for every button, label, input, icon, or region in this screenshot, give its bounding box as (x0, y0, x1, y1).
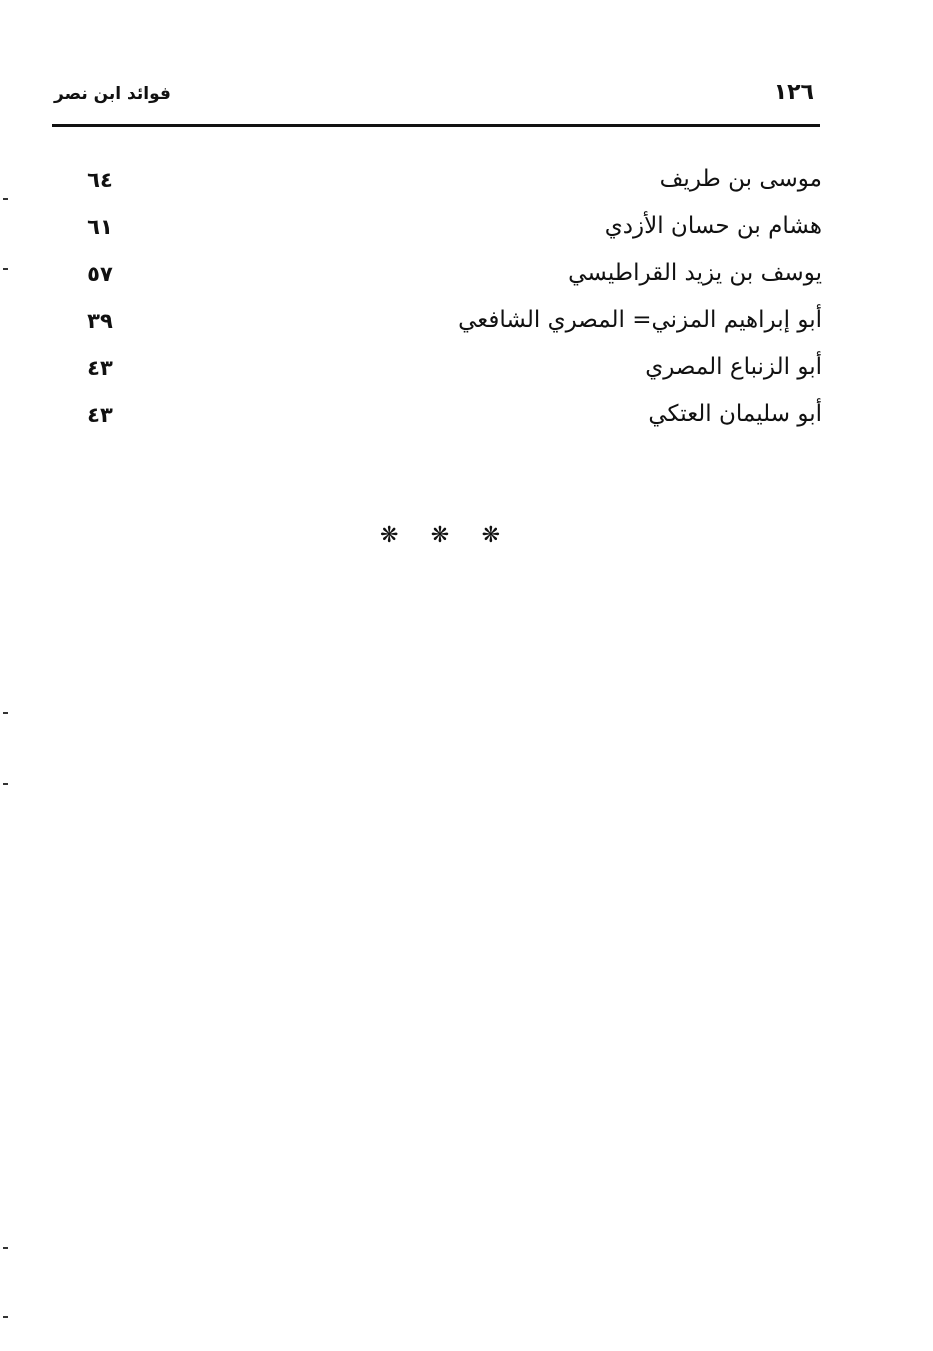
index-entry (80, 354, 822, 401)
entry-name: موسى بن طريف (659, 166, 822, 192)
index-entry (80, 166, 822, 213)
entry-page-number: ٦٤ (87, 168, 113, 192)
index-list (80, 166, 822, 448)
asterisk-ornament: ❋ (430, 522, 450, 548)
entry-name: أبو سليمان العتكي (648, 401, 822, 427)
index-entry (80, 213, 822, 260)
section-separator (380, 520, 500, 550)
running-header (52, 76, 820, 127)
entry-page-number: ٤٣ (87, 356, 113, 380)
asterisk-ornament: ❋ (481, 522, 500, 548)
entry-page-number: ٤٣ (87, 403, 113, 427)
index-entry (80, 260, 822, 307)
entry-page-number: ٣٩ (87, 309, 113, 333)
entry-page-number: ٥٧ (87, 262, 113, 286)
scan-edge-mark (3, 1316, 8, 1318)
index-entry (80, 401, 822, 448)
entry-name: يوسف بن يزيد القراطيسي (568, 260, 822, 286)
asterisk-ornament: ❋ (380, 522, 399, 548)
scan-edge-mark (3, 1247, 8, 1249)
entry-name: هشام بن حسان الأزدي (604, 213, 822, 239)
scan-edge-mark (3, 268, 8, 270)
book-title: فوائد ابن نصر (54, 84, 171, 104)
scan-edge-mark (3, 712, 8, 714)
page-number: ١٢٦ (773, 80, 814, 105)
entry-page-number: ٦١ (87, 215, 113, 239)
scan-edge-mark (3, 783, 8, 785)
scan-edge-mark (3, 198, 8, 200)
index-entry (80, 307, 822, 354)
entry-name: أبو الزنباع المصري (645, 354, 822, 380)
entry-name: أبو إبراهيم المزني= المصري الشافعي (458, 307, 822, 333)
